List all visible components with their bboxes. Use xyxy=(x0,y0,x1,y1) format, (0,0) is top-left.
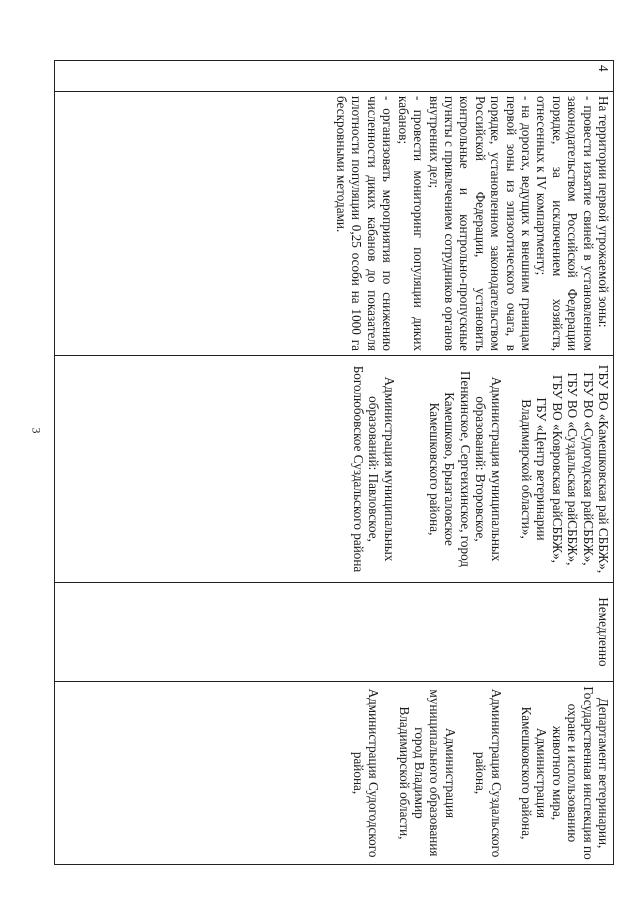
executor-text: ГБУ «Центр ветеринарии Владимирской области», xyxy=(518,397,550,541)
executor-text: ГБУ ВО «Суздальская райСББЖ», xyxy=(565,372,581,566)
measure-text: - на дорогах, ведущих к внешним границам первой зоны из эпизоотического очага, в порядке, установленном законодательством Российской Федерации, установить контрольные и контрольно-пропускные пункты с привлечением сотрудников органов внутренних дел; xyxy=(426,96,534,351)
spacer xyxy=(504,686,519,860)
executor-text: ГБУ ВО «Камешковская рай СББЖ», xyxy=(596,364,611,574)
executors-cell xyxy=(55,356,614,583)
responsible-text: Департамент ветеринарии, xyxy=(596,697,611,849)
spacer xyxy=(504,360,519,578)
responsible-text: Администрация Камешковского района, xyxy=(518,706,550,840)
executor-text: Администрация муниципальных образований: Второвское, Пенкинское, Сергеихинское, город Камешково, Брызгаловское Камешковского района, xyxy=(426,371,504,567)
executor-text: Администрация муниципальных образований: Павловское, Боголюбовское Суздальского района xyxy=(350,365,397,573)
responsible-text: Администрация Суздальского района, xyxy=(473,688,504,858)
executor-text: ГБУ ВО «Судогодская райСББЖ», xyxy=(580,372,596,566)
responsible-text: Администрация муниципального образования город Владимир Владимирской области, xyxy=(396,689,458,857)
term-cell: Немедленно xyxy=(55,583,614,682)
rotated-page xyxy=(54,60,614,865)
spacer xyxy=(458,686,473,860)
page-number: 3 xyxy=(29,427,44,434)
responsible-text: Государственная инспекция по охране и использованию животного мира, xyxy=(549,686,596,860)
responsible-cell xyxy=(55,682,614,865)
responsible-text: Администрация Судогодского района, xyxy=(350,688,382,858)
measures-cell xyxy=(55,92,614,356)
table-row xyxy=(55,61,614,865)
measure-text: На территории первой угрожаемой зоны: xyxy=(596,96,611,328)
spacer xyxy=(381,686,396,860)
measure-text: - провести мониторинг популяции диких кабанов; xyxy=(395,96,427,351)
executor-text: ГБУ ВО «Ковровская райСББЖ», xyxy=(549,375,565,563)
spacer xyxy=(397,360,427,578)
measure-text: - организовать мероприятия по снижению численности диких кабанов до показателя плотности популяции 0,25 особи на 1000 га бескровными методами. xyxy=(334,96,396,351)
measure-text: - провести изъятие свиней в установленном законодательством Российской Федерации порядке, за исключением хозяйств, отнесенных к IV компартменту; xyxy=(534,96,596,351)
measures-table xyxy=(54,60,614,865)
row-number: 4 xyxy=(55,61,614,92)
